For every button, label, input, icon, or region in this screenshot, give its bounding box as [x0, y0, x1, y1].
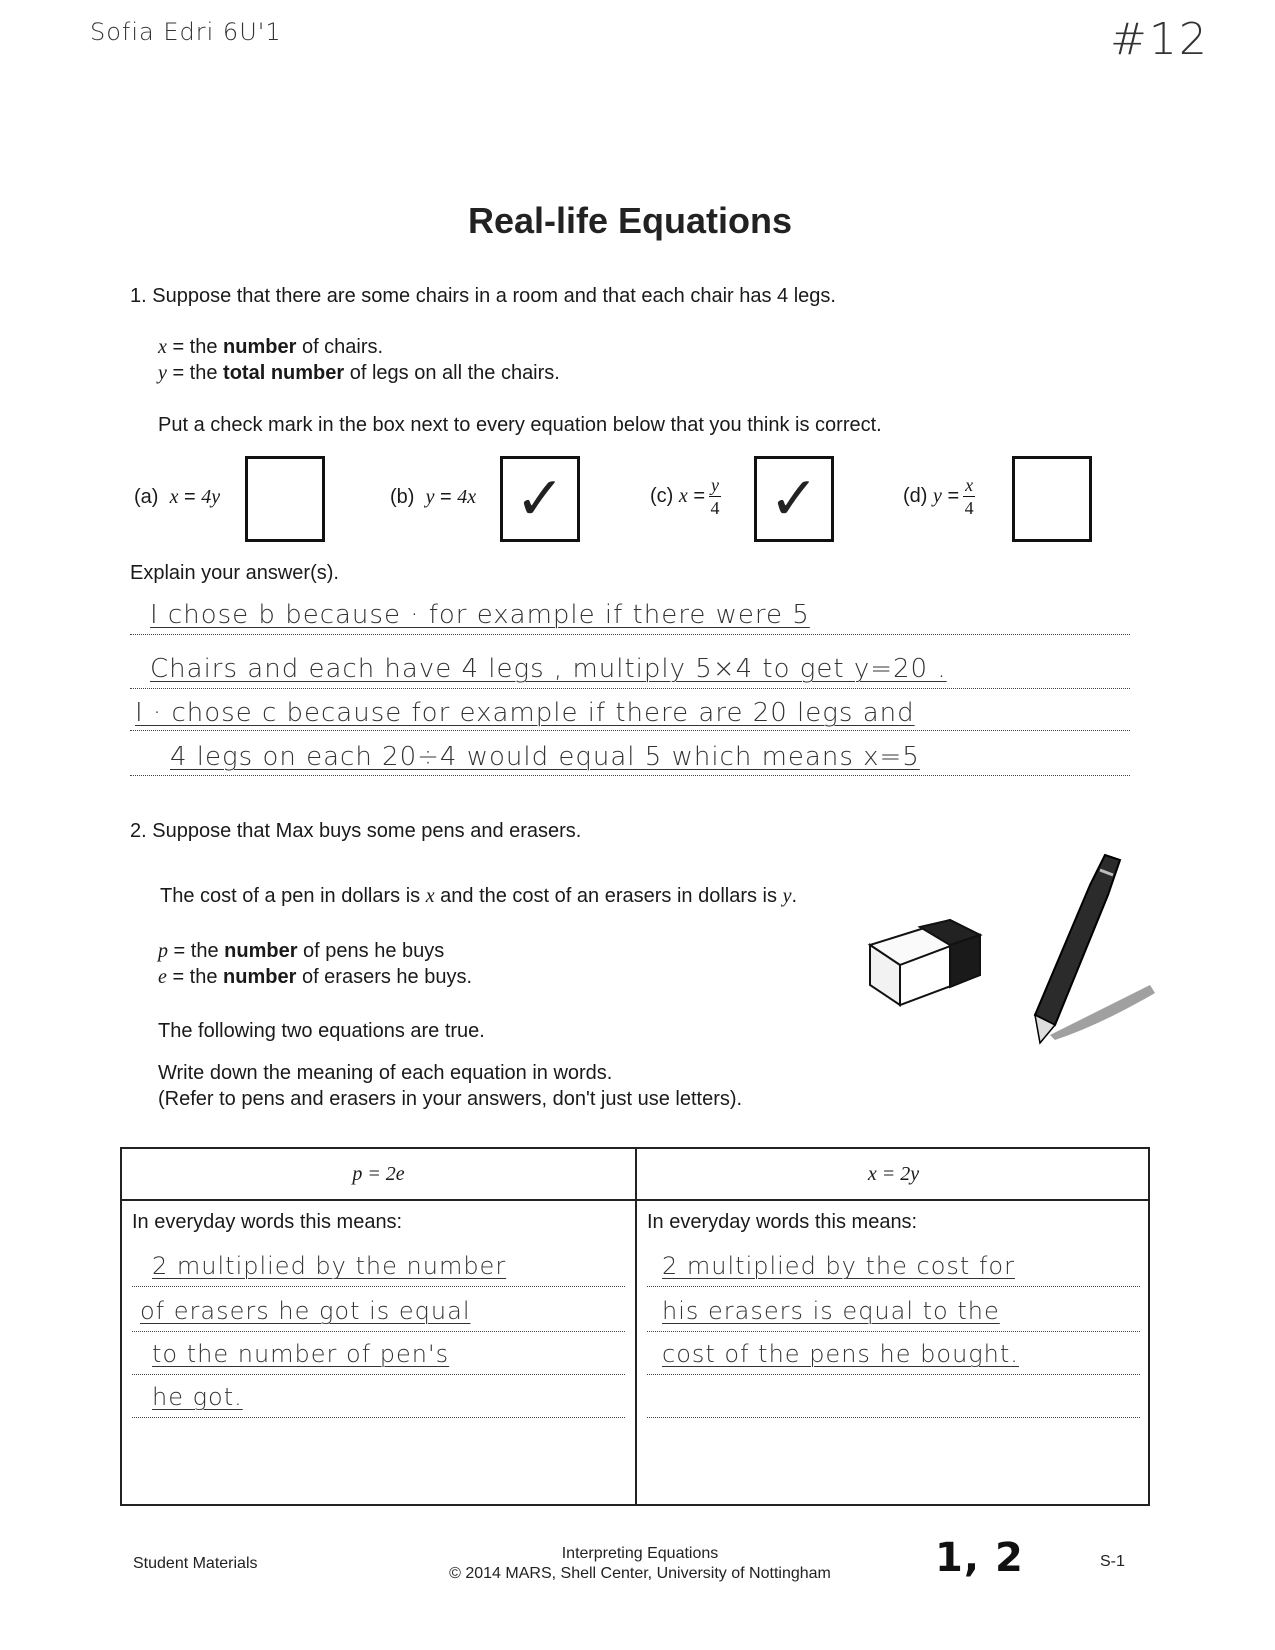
- q1-answer-line: Chairs and each have 4 legs , multiply 5×4 to get y=20 .: [150, 654, 947, 684]
- q1-answer-line: I chose b because · for example if there were 5: [150, 600, 810, 630]
- def-e-bold: number: [223, 966, 297, 988]
- var-x: x: [158, 336, 167, 358]
- answer-rule-1: [130, 634, 1130, 635]
- option-d-checkbox[interactable]: [1012, 456, 1092, 542]
- eraser-pen-illustration: [850, 835, 1160, 1050]
- q1-answer-line: 4 legs on each 20÷4 would equal 5 which means x=5: [170, 742, 920, 772]
- cell-rule: [132, 1331, 625, 1332]
- q1-answer-line: I · chose c because for example if there are 20 legs and: [135, 698, 915, 728]
- answer-rule-2: [130, 688, 1130, 689]
- q2-true-line: The following two equations are true.: [158, 1020, 485, 1042]
- option-c: (c) x = $\frac{y}{4}$: [650, 475, 720, 518]
- cost-text-b: and the cost of an erasers in dollars is: [434, 885, 783, 907]
- option-c-fraction: [709, 476, 721, 517]
- def-x-rest: of chairs.: [296, 336, 384, 358]
- cost-var-x: x: [425, 885, 435, 907]
- option-c-denominator: 4: [710, 498, 720, 518]
- def-y-bold: total number: [223, 362, 345, 384]
- option-b-checkbox[interactable]: [500, 456, 580, 542]
- option-a-rhs: 4y: [201, 486, 221, 508]
- cell-rule: [647, 1417, 1140, 1418]
- var-p: p: [158, 940, 168, 962]
- q2-prompt: 2. Suppose that Max buys some pens and erasers.: [130, 820, 582, 842]
- cell-rule: [132, 1286, 625, 1287]
- option-a-lhs: x: [169, 486, 179, 508]
- cell-rule: [132, 1374, 625, 1375]
- def-p-bold: number: [224, 940, 298, 962]
- def-e-eq: = the: [166, 966, 224, 988]
- table-column-left: [122, 1149, 635, 1504]
- option-c-lhs: x: [678, 485, 688, 507]
- left-answer-line: 2 multiplied by the number: [152, 1252, 507, 1280]
- handwritten-score: 1, 2: [935, 1535, 1024, 1581]
- page-number-handwritten: #12: [1110, 14, 1209, 65]
- q2-def-p: [158, 940, 444, 963]
- right-answer-line: cost of the pens he bought.: [662, 1340, 1019, 1368]
- cell-rule: [647, 1374, 1140, 1375]
- footer-center-1: Interpreting Equations: [561, 1545, 719, 1562]
- def-y-rest: of legs on all the chairs.: [344, 362, 560, 384]
- option-b-lhs: y: [425, 486, 435, 508]
- footer-left: Student Materials: [133, 1555, 258, 1572]
- option-d: (d) y = $\frac{x}{4}$: [903, 475, 974, 518]
- footer-center-2: © 2014 MARS, Shell Center, University of Nottingham: [449, 1565, 831, 1582]
- var-y: y: [158, 362, 167, 384]
- page-title: Real-life Equations: [467, 200, 793, 241]
- left-answer-line: he got.: [152, 1383, 243, 1411]
- cell-rule: [647, 1331, 1140, 1332]
- q2-cost-line: [160, 885, 797, 908]
- def-y-eq: = the: [166, 362, 224, 384]
- option-b-label: (b): [390, 486, 415, 508]
- option-a-checkbox[interactable]: [245, 456, 325, 542]
- cost-text-a: The cost of a pen in dollars is: [160, 885, 426, 907]
- q1-def-x: [158, 336, 383, 359]
- def-p-eq: = the: [168, 940, 225, 962]
- option-d-fraction: [963, 476, 975, 517]
- left-answer-line: to the number of pen's: [152, 1340, 450, 1368]
- option-d-label: (d): [903, 485, 928, 507]
- option-d-lhs: y: [933, 485, 942, 507]
- cell-rule: [647, 1286, 1140, 1287]
- q1-prompt: 1. Suppose that there are some chairs in a room and that each chair has 4 legs.: [130, 285, 836, 307]
- option-c-numerator: y: [711, 475, 720, 495]
- var-e: e: [158, 966, 167, 988]
- option-c-checkmark-icon: ✓: [768, 465, 820, 532]
- answer-rule-3: [130, 730, 1130, 731]
- equation-table: [120, 1147, 1150, 1506]
- answer-rule-4: [130, 775, 1130, 776]
- option-d-denominator: 4: [964, 498, 974, 518]
- cell-rule: [132, 1417, 625, 1418]
- q2-def-e: [158, 966, 472, 989]
- pen-icon: [1035, 855, 1155, 1043]
- option-d-numerator: x: [965, 475, 974, 495]
- def-p-rest: of pens he buys: [297, 940, 445, 962]
- q1-instruction: Put a check mark in the box next to every equation below that you think is correct.: [158, 414, 882, 436]
- explain-label: Explain your answer(s).: [130, 562, 339, 584]
- option-c-checkbox[interactable]: [754, 456, 834, 542]
- option-b-checkmark-icon: ✓: [514, 465, 566, 532]
- cell-label-right: In everyday words this means:: [647, 1211, 918, 1233]
- footer-page-code: S-1: [1100, 1553, 1125, 1570]
- def-x-eq: = the: [166, 336, 224, 358]
- def-x-bold: number: [223, 336, 297, 358]
- q2-refer-line: (Refer to pens and erasers in your answers, don't just use letters).: [158, 1088, 743, 1110]
- student-name: Sofia Edri 6U'1: [90, 18, 282, 46]
- def-e-rest: of erasers he buys.: [296, 966, 473, 988]
- option-b: (b) y = 4x: [390, 486, 477, 508]
- eraser-icon: [870, 920, 980, 1005]
- table-column-right: [635, 1149, 1150, 1504]
- q1-def-y: [158, 362, 560, 385]
- right-answer-line: 2 multiplied by the cost for: [662, 1252, 1015, 1280]
- right-answer-line: his erasers is equal to the: [662, 1297, 1000, 1325]
- left-answer-line: of erasers he got is equal: [140, 1297, 471, 1325]
- option-a-label: (a): [134, 486, 159, 508]
- q2-write-line: Write down the meaning of each equation in words.: [158, 1062, 613, 1084]
- cell-label-left: In everyday words this means:: [132, 1211, 403, 1233]
- table-header-left: p = 2e: [122, 1149, 635, 1201]
- option-c-label: (c): [650, 485, 674, 507]
- option-a: (a) x = 4y: [134, 486, 221, 508]
- cost-text-c: .: [791, 885, 798, 907]
- table-header-right: x = 2y: [637, 1149, 1150, 1201]
- option-b-rhs: 4x: [457, 486, 477, 508]
- cost-var-y: y: [782, 885, 792, 907]
